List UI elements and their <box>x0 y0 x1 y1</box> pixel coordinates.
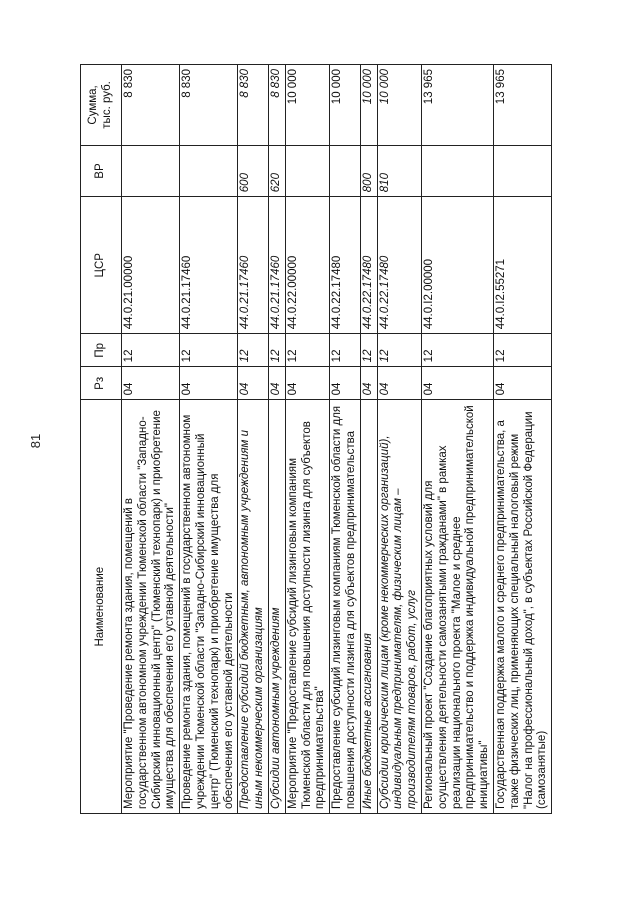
cell-name: Мероприятие "Проведение ремонта здания, помещений в государственном автономном учреждении Тюменской области "Западно-Сибирский инновационный центр" (Тюменский технопарк) и приобретение имущества для обеспечения его уставной деятельности" <box>122 400 180 814</box>
table-row <box>421 65 493 814</box>
table-row <box>360 65 377 814</box>
cell-rz: 04 <box>180 367 238 400</box>
table-row <box>285 65 329 814</box>
table-row <box>238 65 269 814</box>
table-row <box>330 65 361 814</box>
cell-csr: 44.0.21.17460 <box>268 197 285 334</box>
cell-pr: 12 <box>122 334 180 367</box>
cell-pr: 12 <box>360 334 377 367</box>
cell-pr: 12 <box>493 334 551 367</box>
cell-name: Предоставление субсидий лизинговым компаниям Тюменской области для повышения доступности лизинга для субъектов предпринимательства <box>330 400 361 814</box>
table-row <box>377 65 421 814</box>
cell-name: Предоставление субсидий бюджетным, автономным учреждениям и иным некоммерческим организациям <box>238 400 269 814</box>
table-row <box>180 65 238 814</box>
cell-rz: 04 <box>421 367 493 400</box>
cell-csr: 44.0.21.17460 <box>180 197 238 334</box>
header-csr: ЦСР <box>81 197 122 334</box>
header-rz: Рз <box>81 367 122 400</box>
cell-csr: 44.0.21.17460 <box>238 197 269 334</box>
cell-name: Проведение ремонта здания, помещений в государственном автономном учреждении Тюменской области "Западно-Сибирский инновационный центр" (Тюменский технопарк) и приобретение имущества для обеспечения его уставной деятельности <box>180 400 238 814</box>
cell-rz: 04 <box>377 367 421 400</box>
cell-csr: 44.0.I2.00000 <box>421 197 493 334</box>
cell-rz: 04 <box>360 367 377 400</box>
cell-csr: 44.0.22.17480 <box>360 197 377 334</box>
header-sum <box>81 65 122 146</box>
cell-vr <box>421 145 493 196</box>
cell-rz: 04 <box>268 367 285 400</box>
cell-csr: 44.0.22.00000 <box>285 197 329 334</box>
table-row <box>493 65 551 814</box>
cell-vr: 810 <box>377 145 421 196</box>
cell-pr: 12 <box>285 334 329 367</box>
cell-sum: 8 830 <box>268 65 285 146</box>
cell-sum: 8 830 <box>122 65 180 146</box>
header-sum-line2: тыс. руб. <box>101 81 113 129</box>
cell-sum: 10 000 <box>377 65 421 146</box>
cell-name: Региональный проект "Создание благоприятных условий для осуществления деятельности самозанятыми гражданами" в рамках реализации национального проекта "Малое и среднее предпринимательство и поддержка индивидуальной предпринимательской инициативы" <box>421 400 493 814</box>
table-row <box>268 65 285 814</box>
cell-pr: 12 <box>421 334 493 367</box>
cell-rz: 04 <box>122 367 180 400</box>
cell-vr <box>122 145 180 196</box>
page-number: 81 <box>28 433 43 449</box>
cell-csr: 44.0.22.17480 <box>330 197 361 334</box>
cell-vr: 620 <box>268 145 285 196</box>
cell-vr: 800 <box>360 145 377 196</box>
cell-sum: 10 000 <box>330 65 361 146</box>
cell-rz: 04 <box>493 367 551 400</box>
cell-pr: 12 <box>268 334 285 367</box>
cell-sum: 10 000 <box>285 65 329 146</box>
cell-sum: 13 965 <box>493 65 551 146</box>
cell-name: Субсидии автономным учреждениям <box>268 400 285 814</box>
budget-table <box>80 64 552 814</box>
cell-name: Иные бюджетные ассигнования <box>360 400 377 814</box>
cell-pr: 12 <box>377 334 421 367</box>
cell-name: Государственная поддержка малого и среднего предпринимательства, а также физических лиц, применяющих специальный налоговый режим "Налог на профессиональный доход", в субъектах Российской Федерации (самозанятые) <box>493 400 551 814</box>
table-header-row <box>81 65 122 814</box>
cell-vr: 600 <box>238 145 269 196</box>
cell-pr: 12 <box>330 334 361 367</box>
cell-rz: 04 <box>330 367 361 400</box>
header-name: Наименование <box>81 400 122 814</box>
cell-sum: 10 000 <box>360 65 377 146</box>
cell-name: Субсидии юридическим лицам (кроме некоммерческих организаций), индивидуальным предпринимателям, физическим лицам – производителям товаров, работ, услуг <box>377 400 421 814</box>
cell-vr <box>330 145 361 196</box>
cell-csr: 44.0.I2.55271 <box>493 197 551 334</box>
cell-sum: 8 830 <box>238 65 269 146</box>
cell-csr: 44.0.22.17480 <box>377 197 421 334</box>
cell-pr: 12 <box>238 334 269 367</box>
cell-rz: 04 <box>238 367 269 400</box>
cell-rz: 04 <box>285 367 329 400</box>
header-vr: ВР <box>81 145 122 196</box>
cell-csr: 44.0.21.00000 <box>122 197 180 334</box>
cell-pr: 12 <box>180 334 238 367</box>
header-pr: Пр <box>81 334 122 367</box>
cell-name: Мероприятие "Предоставление субсидий лизинговым компаниям Тюменской области для повышения доступности лизинга для субъектов предпринимательства" <box>285 400 329 814</box>
cell-sum: 13 965 <box>421 65 493 146</box>
cell-sum: 8 830 <box>180 65 238 146</box>
cell-vr <box>180 145 238 196</box>
rotated-page-content <box>80 64 590 814</box>
table-row <box>122 65 180 814</box>
cell-vr <box>493 145 551 196</box>
cell-vr <box>285 145 329 196</box>
header-sum-line1: Сумма, <box>87 85 100 125</box>
